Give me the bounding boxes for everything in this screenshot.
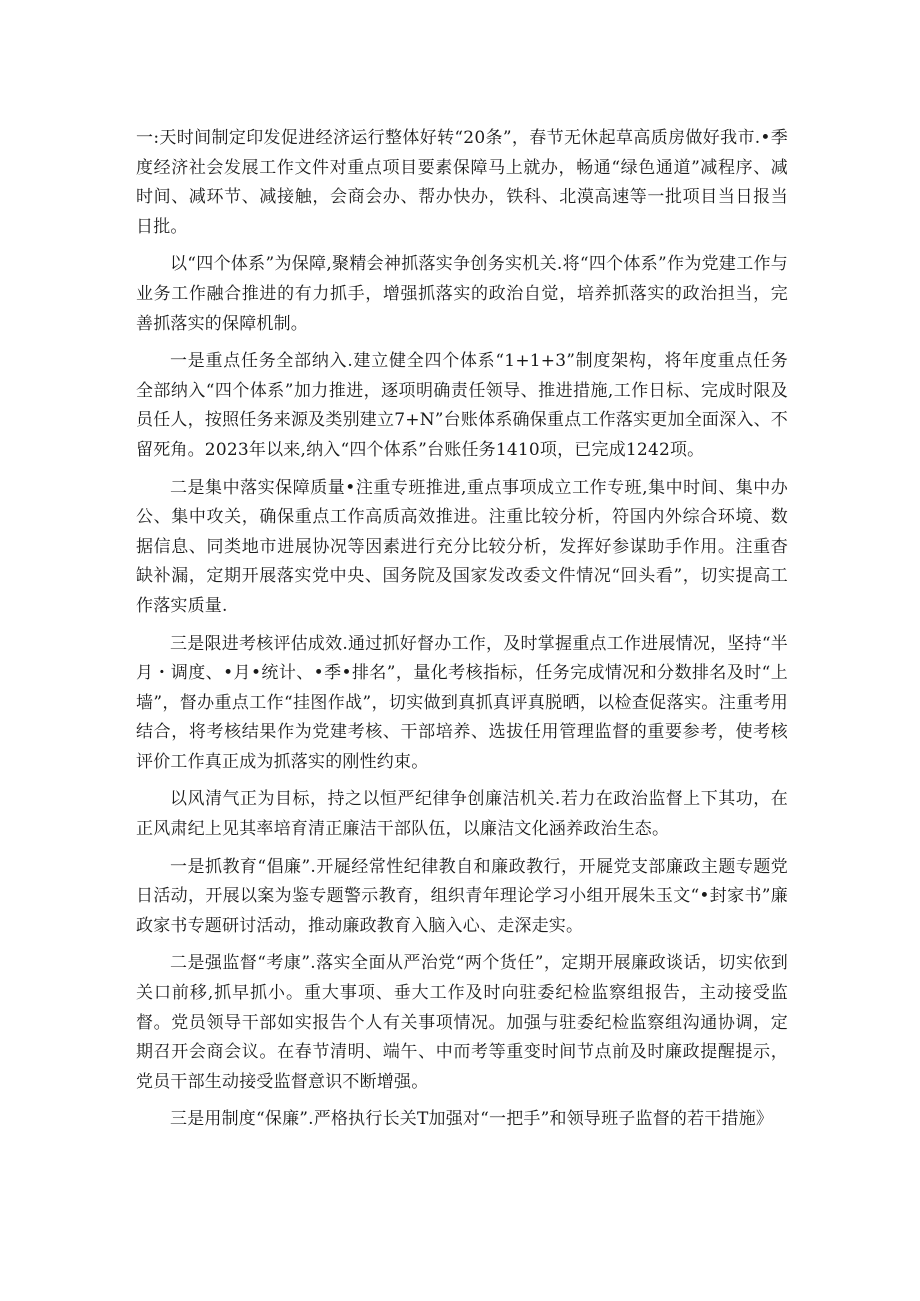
paragraph-3: 一是重点任务全部纳入.建立健全四个体系“1+1+3”制度架构，将年度重点任务全部纳入“四个体系”加力推进，逐项明确责任领导、推进措施,工作日标、完成时限及员任人，按照任务来源及类别建立7+N”台账体系确保重点工作落实更加全面深入、不留死角。2023年以来,纳入“四个体系”台账任务1410项，已完成1242项。 <box>136 351 788 460</box>
paragraph-2: 以“四个体系”为保障,聚精会神抓落实争创务实机关.将“四个体系”作为党建工作与业务工作融合推进的有力抓手，增强抓落实的政治自觉，培养抓落实的政治担当，完善抓落实的保障机制。 <box>136 254 788 334</box>
document-body <box>136 124 788 1135</box>
paragraph-6: 以风清气正为目标，持之以恒严纪律争创廉洁机关.若力在政治监督上下其功，在正风肃纪上见其率培育清正廉洁干部队伍，以廉洁文化涵养政治生态。 <box>136 789 788 840</box>
paragraph-8: 二是强监督“考康”.落实全面从严治党“两个货任”，定期开展廉政谈话，切实依到关口前移,抓早抓小。重大事项、垂大工作及时向驻委纪检监察组报告，主动接受监督。党员领导干部如实报告个人有关事项情况。加强与驻委纪检监察组沟通协调，定期召开会商会议。在春节清明、端午、中而考等重变时间节点前及时廉政提醒提示，党员干部生动接受监督意识不断增强。 <box>136 953 788 1092</box>
paragraph-1: 一:天时间制定印发促进经济运行整体好转“20条”，春节无休起草高质房做好我市.•季度经济社会发展工作文件对重点项目要素保障马上就办，畅通“绿色通道”减程序、减时间、减环节、减接触，会商会办、帮办快办，铁科、北漠高速等一批项目当日报当日批。 <box>136 128 788 237</box>
paragraph-9: 三是用制度“保廉”.严格执行长关T加强对“一把手”和领导班子监督的若干措施》 <box>170 1109 774 1130</box>
paragraph-4: 二是集中落实保障质量•注重专班推进,重点事项成立工作专班,集中时间、集中办公、集中攻关，确保重点工作高质高效推进。注重比较分析，符国内外综合环境、数据信息、同类地市进展协况等因素进行充分比较分析，发挥好参谋助手作用。注重杳缺补漏，定期开展落实党中央、国务院及国家发改委文件情况“回头看”，切实提高工作落实质量. <box>136 477 788 616</box>
paragraph-7: 一是抓教育“倡廉”.开屣经常性纪律教自和廉政教行，开屣党支部廉政主题专题党日活动，开展以案为鉴专题警示教育，组织青年理论学习小组开展朱玉文“•封家书”廉政家书专题研讨活动，推动廉政教育入脑入心、走深走实。 <box>136 856 788 936</box>
paragraph-5: 三是限进考核评估成效.通过抓好督办工作，及时掌握重点工作进展情况，坚持“半月・调度、•月•统计、•季•排名”，量化考核指标，任务完成情况和分数排名及时“上墙”，督办重点工作“挂图作战”，切实做到真抓真评真脱晒，以检查促落实。注重考用结合，将考核结果作为党建考核、干部培养、选拔任用管理监督的重要参考，使考核评价工作真正成为抓落实的刚性约束。 <box>136 633 788 772</box>
